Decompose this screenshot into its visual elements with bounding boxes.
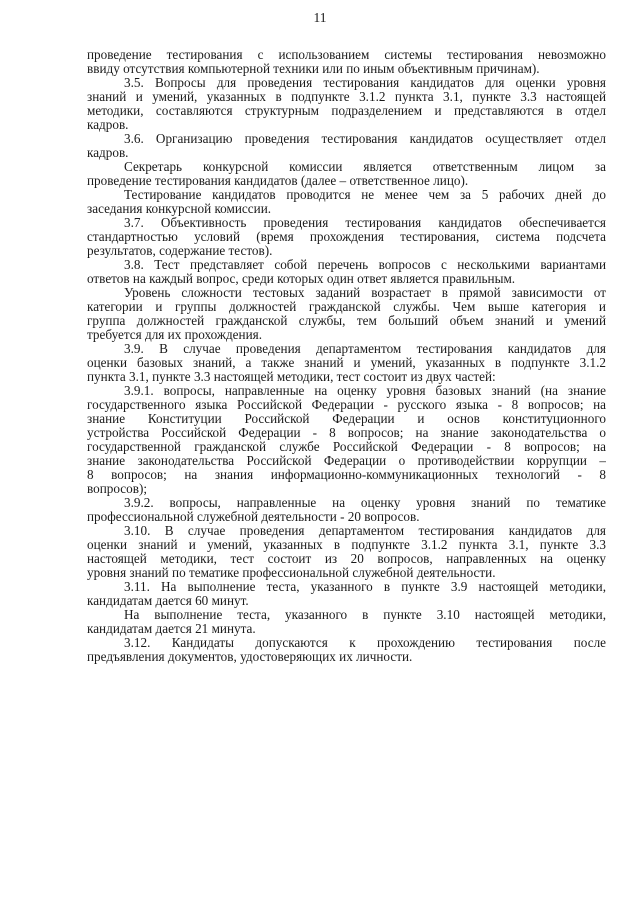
text-line: заседания конкурсной комиссии. [87,202,272,216]
text-line: 3.9. В случае проведения департаментом тестирования кандидатов для [124,342,606,356]
text-line: стандартностью условий (время прохождения тестирования, система подсчета [87,230,606,244]
text-line: Тестирование кандидатов проводится не менее чем за 5 рабочих дней до [124,188,606,202]
text-line: методики, составляются структурным подразделением и представляются в отдел [87,104,606,118]
text-line: Уровень сложности тестовых заданий возрастает в прямой зависимости от [124,286,606,300]
document-body [87,48,606,664]
text-line: категории и группы должностей гражданской службы. Чем выше категория и [87,300,606,314]
text-line: оценки базовых знаний, а также знаний и умений, указанных в подпункте 3.1.2 [87,356,606,370]
text-line: предъявления документов, удостоверяющих их личности. [87,650,413,664]
text-line: знание Конституции Российской Федерации и основ конституционного [87,412,606,426]
text-line: 3.6. Организацию проведения тестирования кандидатов осуществляет отдел [124,132,606,146]
text-line: требуется для их прохождения. [87,328,263,342]
text-line: оценки знаний и умений, указанных в подпункте 3.1.2 пункта 3.1, пункте 3.3 [87,538,606,552]
text-line: кадров. [87,118,129,132]
text-line: государственного языка Российской Федерации - русского языка - 8 вопросов; на [87,398,606,412]
text-line: уровня знаний по тематике профессиональной служебной деятельности. [87,566,496,580]
text-line: 8 вопросов; на знания информационно-коммуникационных технологий - 8 [87,468,606,482]
text-line: 3.9.2. вопросы, направленные на оценку уровня знаний по тематике [124,496,606,510]
text-line: результатов, содержание тестов). [87,244,273,258]
text-line: ответов на каждый вопрос, среди которых один ответ является правильным. [87,272,516,286]
text-line: группа должностей гражданской службы, тем больший объем знаний и умений [87,314,606,328]
text-line: 3.11. На выполнение теста, указанного в пункте 3.9 настоящей методики, [124,580,606,594]
text-line: 3.7. Объективность проведения тестирования кандидатов обеспечивается [124,216,606,230]
text-line: знаний и умений, указанных в подпункте 3.1.2 пункта 3.1, пункте 3.3 настоящей [87,90,606,104]
text-line: 3.12. Кандидаты допускаются к прохождению тестирования после [124,636,606,650]
text-line: устройства Российской Федерации - 8 вопросов; на знание законодательства о [87,426,606,440]
text-line: ввиду отсутствия компьютерной техники или по иным объективным причинам). [87,62,540,76]
text-line: проведение тестирования кандидатов (далее – ответственное лицо). [87,174,469,188]
text-line: вопросов); [87,482,148,496]
text-line: На выполнение теста, указанного в пункте 3.10 настоящей методики, [124,608,606,622]
text-line: пункта 3.1, пункте 3.3 настоящей методики, тест состоит из двух частей: [87,370,496,384]
text-line: проведение тестирования с использованием системы тестирования невозможно [87,48,606,62]
text-line: настоящей методики, тест состоит из 20 вопросов, направленных на оценку [87,552,606,566]
text-line: кандидатам дается 60 минут. [87,594,249,608]
text-line: 3.5. Вопросы для проведения тестирования кандидатов для оценки уровня [124,76,606,90]
text-line: кадров. [87,146,129,160]
page-number: 11 [313,10,327,25]
text-line: Секретарь конкурсной комиссии является ответственным лицом за [124,160,606,174]
text-line: 3.10. В случае проведения департаментом тестирования кандидатов для [124,524,606,538]
text-line: 3.8. Тест представляет собой перечень вопросов с несколькими вариантами [124,258,606,272]
text-line: знание законодательства Российской Федерации о противодействии коррупции – [87,454,606,468]
text-line: государственной гражданской службе Российской Федерации - 8 вопросов; на [87,440,606,454]
text-line: профессиональной служебной деятельности - 20 вопросов. [87,510,420,524]
text-line: 3.9.1. вопросы, направленные на оценку уровня базовых знаний (на знание [124,384,606,398]
text-line: кандидатам дается 21 минута. [87,622,256,636]
